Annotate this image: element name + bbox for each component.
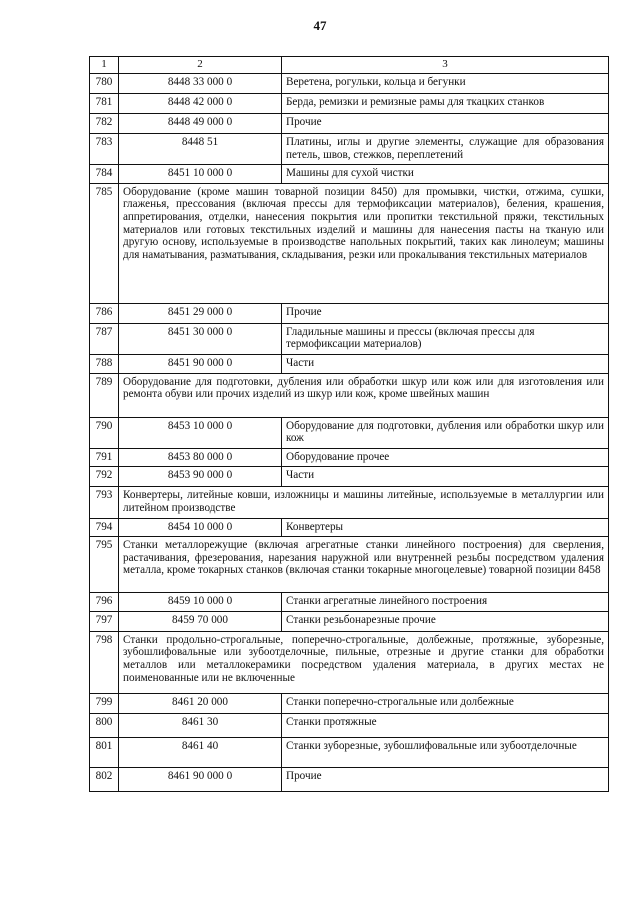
- row-description: Станки агрегатные линейного построения: [282, 593, 609, 612]
- row-description: Конвертеры: [282, 518, 609, 537]
- table-row: [90, 593, 609, 612]
- row-code: 8448 42 000 0: [119, 94, 282, 114]
- table-row: [90, 448, 609, 467]
- table-row: [90, 323, 609, 354]
- table-row: [90, 183, 609, 303]
- row-description: Прочие: [282, 303, 609, 323]
- row-number: 786: [90, 303, 119, 323]
- table-row: [90, 165, 609, 184]
- row-number: 784: [90, 165, 119, 184]
- row-description: Станки зуборезные, зубошлифовальные или зубоотделочные: [282, 737, 609, 767]
- table-row: [90, 467, 609, 487]
- row-description: Оборудование для подготовки, дубления или обработки шкур или кож: [282, 417, 609, 448]
- table-row: [90, 74, 609, 94]
- table-row: [90, 94, 609, 114]
- row-description: Станки поперечно-строгальные или долбежные: [282, 693, 609, 713]
- table-header-row: [90, 57, 609, 74]
- row-description: Оборудование прочее: [282, 448, 609, 467]
- row-number: 797: [90, 611, 119, 631]
- row-number: 788: [90, 354, 119, 373]
- table-row: [90, 417, 609, 448]
- row-code: 8451 10 000 0: [119, 165, 282, 184]
- row-code: 8461 30: [119, 713, 282, 737]
- table-row: [90, 631, 609, 693]
- row-code: 8459 70 000: [119, 611, 282, 631]
- row-number: 789: [90, 373, 119, 417]
- table-row: [90, 611, 609, 631]
- row-heading-description: Станки продольно-строгальные, поперечно-строгальные, долбежные, протяжные, зуборезные, зубошлифовальные или зубоотделочные, пильные, отрезные и другие станки для обработки металлов или металлокерамики посредством удаления материала, в других местах не поименованные или не включенные: [119, 631, 609, 693]
- table-row: [90, 354, 609, 373]
- header-col-3: 3: [282, 57, 609, 74]
- classification-table: [89, 56, 609, 792]
- row-number: 796: [90, 593, 119, 612]
- row-code: 8461 40: [119, 737, 282, 767]
- row-description: Берда, ремизки и ремизные рамы для ткацких станков: [282, 94, 609, 114]
- table-row: [90, 737, 609, 767]
- table-row: [90, 487, 609, 518]
- row-code: 8448 33 000 0: [119, 74, 282, 94]
- table-row: [90, 518, 609, 537]
- row-number: 791: [90, 448, 119, 467]
- table-row: [90, 373, 609, 417]
- row-number: 798: [90, 631, 119, 693]
- row-number: 787: [90, 323, 119, 354]
- table-row: [90, 767, 609, 791]
- row-number: 794: [90, 518, 119, 537]
- row-heading-description: Оборудование (кроме машин товарной позиции 8450) для промывки, чистки, отжима, сушки, глаженья, прессования (включая прессы для термофиксации материалов), беления, крашения, аппретирования, отделки, нанесения покрытия или пропитки текстильной пряжи, текстильных материалов или готовых текстильных изделий и машины для нанесения пасты на тканую или другую основу, используемые в производстве напольных покрытий, таких как линолеум; машины для наматывания, разматывания, складывания, резки или прокалывания текстильных материалов: [119, 183, 609, 303]
- row-code: 8461 20 000: [119, 693, 282, 713]
- row-code: 8461 90 000 0: [119, 767, 282, 791]
- row-code: 8453 90 000 0: [119, 467, 282, 487]
- table-row: [90, 134, 609, 165]
- page-number: 47: [313, 18, 327, 33]
- row-code: 8453 80 000 0: [119, 448, 282, 467]
- row-number: 801: [90, 737, 119, 767]
- row-description: Машины для сухой чистки: [282, 165, 609, 184]
- row-number: 802: [90, 767, 119, 791]
- row-heading-description: Станки металлорежущие (включая агрегатные станки линейного построения) для сверления, растачивания, фрезерования, нарезания наружной или внутренней резьбы посредством удаления металла, кроме токарных станков (включая станки токарные многоцелевые) товарной позиции 8458: [119, 537, 609, 593]
- header-col-1: 1: [90, 57, 119, 74]
- row-number: 792: [90, 467, 119, 487]
- row-code: 8451 29 000 0: [119, 303, 282, 323]
- row-code: 8459 10 000 0: [119, 593, 282, 612]
- row-description: Станки протяжные: [282, 713, 609, 737]
- row-number: 800: [90, 713, 119, 737]
- row-description: Прочие: [282, 114, 609, 134]
- table-row: [90, 114, 609, 134]
- table-row: [90, 693, 609, 713]
- row-description: Платины, иглы и другие элементы, служащие для образования петель, швов, стежков, переплетений: [282, 134, 609, 165]
- table-row: [90, 713, 609, 737]
- row-description: Станки резьбонарезные прочие: [282, 611, 609, 631]
- row-description: Гладильные машины и прессы (включая прессы для термофиксации материалов): [282, 323, 609, 354]
- row-description: Части: [282, 354, 609, 373]
- row-code: 8451 30 000 0: [119, 323, 282, 354]
- row-code: 8448 49 000 0: [119, 114, 282, 134]
- row-code: 8451 90 000 0: [119, 354, 282, 373]
- row-code: 8448 51: [119, 134, 282, 165]
- table-row: [90, 537, 609, 593]
- row-number: 793: [90, 487, 119, 518]
- row-number: 795: [90, 537, 119, 593]
- row-description: Части: [282, 467, 609, 487]
- row-heading-description: Конвертеры, литейные ковши, изложницы и машины литейные, используемые в металлургии или литейном производстве: [119, 487, 609, 518]
- row-number: 799: [90, 693, 119, 713]
- row-description: Прочие: [282, 767, 609, 791]
- row-number: 780: [90, 74, 119, 94]
- row-heading-description: Оборудование для подготовки, дубления или обработки шкур или кож или для изготовления или ремонта обуви или прочих изделий из шкур или кож, кроме швейных машин: [119, 373, 609, 417]
- header-col-2: 2: [119, 57, 282, 74]
- row-code: 8454 10 000 0: [119, 518, 282, 537]
- row-description: Веретена, рогульки, кольца и бегунки: [282, 74, 609, 94]
- row-number: 783: [90, 134, 119, 165]
- row-number: 785: [90, 183, 119, 303]
- row-number: 790: [90, 417, 119, 448]
- row-code: 8453 10 000 0: [119, 417, 282, 448]
- row-number: 782: [90, 114, 119, 134]
- table-row: [90, 303, 609, 323]
- row-number: 781: [90, 94, 119, 114]
